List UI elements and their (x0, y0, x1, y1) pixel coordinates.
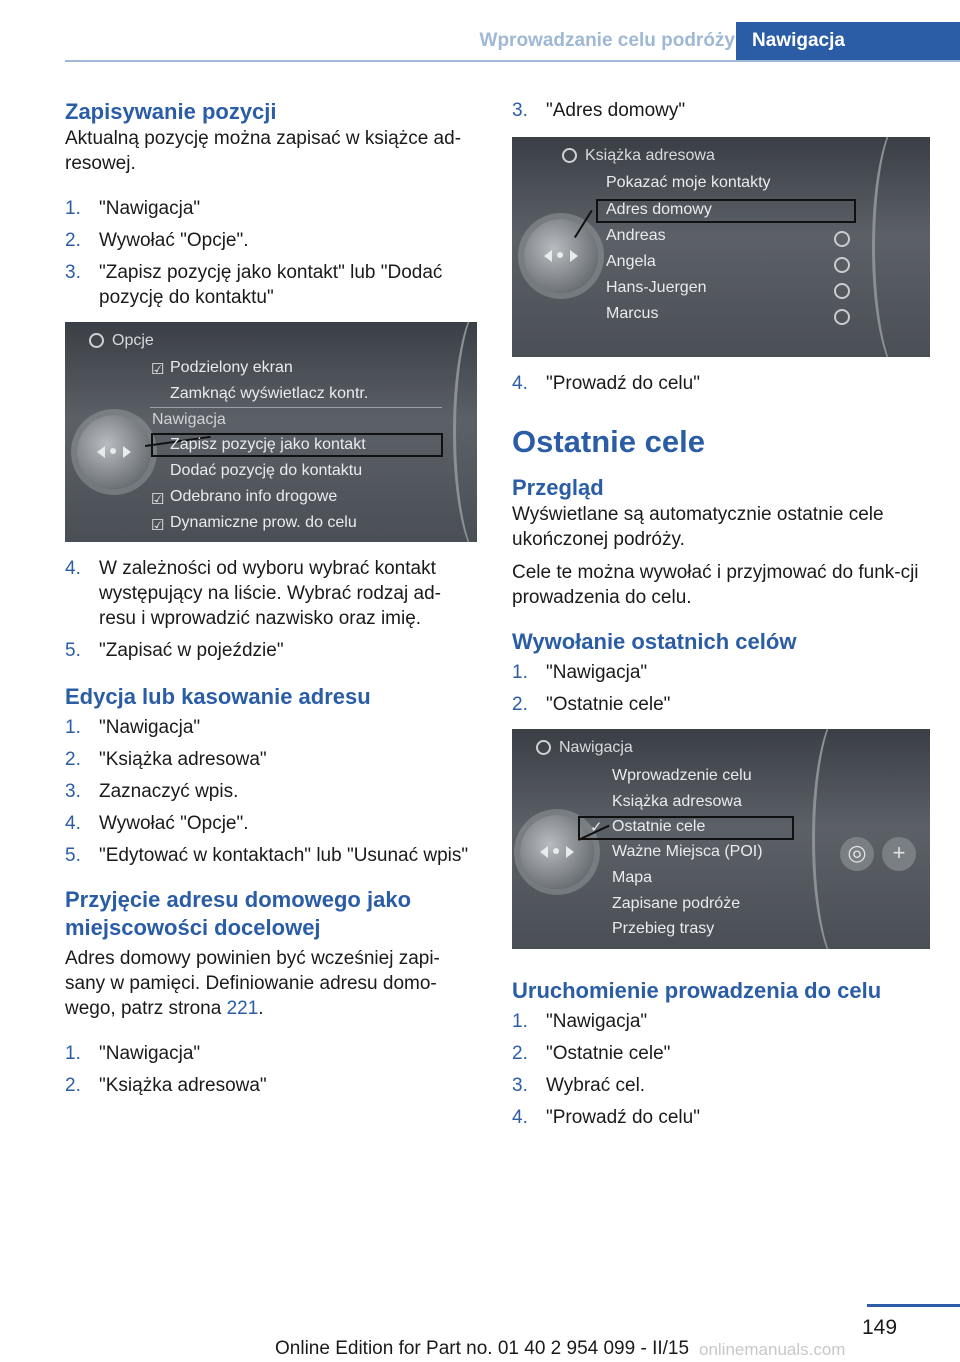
screen-title: Książka adresowa (562, 147, 715, 165)
menu-item: Książka adresowa (612, 793, 742, 810)
menu-item: Wprowadzenie celu (612, 767, 752, 784)
list-item: 1. "Nawigacja" (65, 198, 201, 219)
footer-rule (867, 1304, 960, 1307)
list-item: 4. "Prowadź do celu" (512, 373, 700, 394)
menu-item: Podzielony ekran (170, 359, 293, 376)
section-edit-address-title: Edycja lub kasowanie adresu (65, 684, 371, 709)
section-save-position-title: Zapisywanie pozycji (65, 99, 277, 124)
menu-item: Zapisane podróże (612, 895, 741, 912)
screen-title: Opcje (89, 332, 154, 350)
home-address-steps-final (512, 371, 930, 396)
screenshot-navigation-menu (512, 729, 930, 949)
section-home-address-title: Przyjęcie adresu domowego jako miejscowości docelowej (65, 887, 412, 940)
plus-icon: + (882, 837, 916, 871)
controller-knob-icon (524, 219, 598, 293)
list-item: 5. "Zapisać w pojeździe" (65, 640, 284, 661)
menu-item: Mapa (612, 869, 653, 886)
check-icon: ✓ (590, 819, 603, 836)
edit-address-steps (65, 715, 477, 868)
chapter-heading-recent-destinations: Ostatnie cele (512, 424, 705, 459)
section-overview-title: Przegląd (512, 475, 604, 500)
screen-arc (453, 322, 477, 542)
menu-item-selected: Adres domowy (606, 201, 712, 218)
navigate-to-icon (834, 257, 850, 273)
list-item: 2. "Ostatnie cele" (512, 1043, 671, 1064)
menu-item: Andreas (606, 227, 666, 244)
menu-item: Angela (606, 253, 656, 270)
section-save-position-text: Aktualną pozycję można zapisać w książce ad-resowej. (65, 128, 462, 174)
overview-text-1: Wyświetlane są automatycznie ostatnie cele ukończonej podróży. (512, 504, 884, 550)
header-rule (65, 60, 960, 62)
check-icon: ☑ (151, 491, 165, 508)
watermark: onlinemanuals.com (699, 1340, 846, 1359)
list-item: 2. "Ostatnie cele" (512, 694, 671, 715)
navigate-to-icon (834, 283, 850, 299)
home-address-steps (65, 1041, 477, 1098)
navigation-icon (89, 333, 104, 348)
menu-item: Hans-Juergen (606, 279, 707, 296)
menu-group-label: Nawigacja (152, 411, 226, 428)
overview-text-2: Cele te można wywołać i przyjmować do funk-cji prowadzenia do celu. (512, 562, 919, 608)
navigate-to-icon (834, 231, 850, 247)
map-options-icon: ◎ (840, 837, 874, 871)
menu-item: Marcus (606, 305, 659, 322)
navigate-to-icon (834, 309, 850, 325)
screenshot-options-menu (65, 322, 477, 542)
section-start-guidance-title: Uruchomienie prowadzenia do celu (512, 978, 882, 1003)
page-number: 149 (862, 1316, 898, 1339)
list-item: 4. W zależności od wyboru wybrać kontakt występujący na liście. Wybrać rodzaj ad-resu i wprowadzić nazwisko oraz imię. (65, 558, 441, 629)
menu-item: Przebieg trasy (612, 920, 715, 937)
screenshot-address-book (512, 137, 930, 357)
menu-item-selected: Zapisz pozycję jako kontakt (170, 436, 366, 453)
menu-item: Ważne Miejsca (POI) (612, 843, 763, 860)
list-item: 1. "Nawigacja" (512, 662, 648, 683)
footer-edition: Online Edition for Part no. 01 40 2 954 099 - II/15 (275, 1338, 690, 1359)
page-link[interactable]: 221 (226, 998, 259, 1019)
list-item: 3. "Adres domowy" (512, 100, 686, 121)
right-column (512, 98, 930, 1137)
list-item: 5. "Edytować w kontaktach" lub "Usunać wpis" (65, 845, 469, 866)
screen-title: Nawigacja (536, 739, 633, 757)
navigation-icon (562, 148, 577, 163)
save-position-steps (65, 196, 477, 310)
header-chapter-tab: Nawigacja (736, 22, 960, 62)
menu-item: Dodać pozycję do kontaktu (170, 462, 363, 479)
section-home-address-text: Adres domowy powinien być wcześniej zapi-sany w pamięci. Definiowanie adresu domo-wego, patrz strona 221. (65, 948, 440, 1019)
check-icon: ☑ (151, 517, 165, 534)
save-position-steps-continued (65, 556, 477, 663)
list-item: 3. Wybrać cel. (512, 1075, 646, 1096)
menu-item: Dynamiczne prow. do celu (170, 514, 357, 531)
list-item: 1. "Nawigacja" (65, 1043, 201, 1064)
section-call-recent-title: Wywołanie ostatnich celów (512, 629, 797, 654)
navigation-icon (536, 740, 551, 755)
list-item: 2. Wywołać "Opcje". (65, 230, 249, 251)
list-item: 4. "Prowadź do celu" (512, 1107, 700, 1128)
left-column (65, 98, 477, 1105)
menu-item: Zamknąć wyświetlacz kontr. (170, 385, 369, 402)
list-item: 2. "Książka adresowa" (65, 1075, 267, 1096)
home-address-steps-continued (512, 98, 930, 123)
list-item: 1. "Nawigacja" (65, 717, 201, 738)
menu-item: Odebrano info drogowe (170, 488, 338, 505)
menu-item: Pokazać moje kontakty (606, 174, 771, 191)
list-item: 2. "Książka adresowa" (65, 749, 267, 770)
controller-knob-icon (77, 415, 151, 489)
header-section-title: Wprowadzanie celu podróży (479, 30, 735, 51)
menu-item-selected: Ostatnie cele (612, 818, 706, 835)
screen-arc (872, 137, 930, 357)
list-item: 4. Wywołać "Opcje". (65, 813, 249, 834)
list-item: 3. "Zapisz pozycję jako kontakt" lub "Dodać pozycję do kontaktu" (65, 262, 443, 308)
list-item: 1. "Nawigacja" (512, 1011, 648, 1032)
list-item: 3. Zaznaczyć wpis. (65, 781, 239, 802)
call-recent-steps (512, 660, 930, 717)
start-guidance-steps (512, 1009, 930, 1130)
menu-divider (150, 407, 442, 408)
check-icon: ☑ (151, 361, 165, 378)
